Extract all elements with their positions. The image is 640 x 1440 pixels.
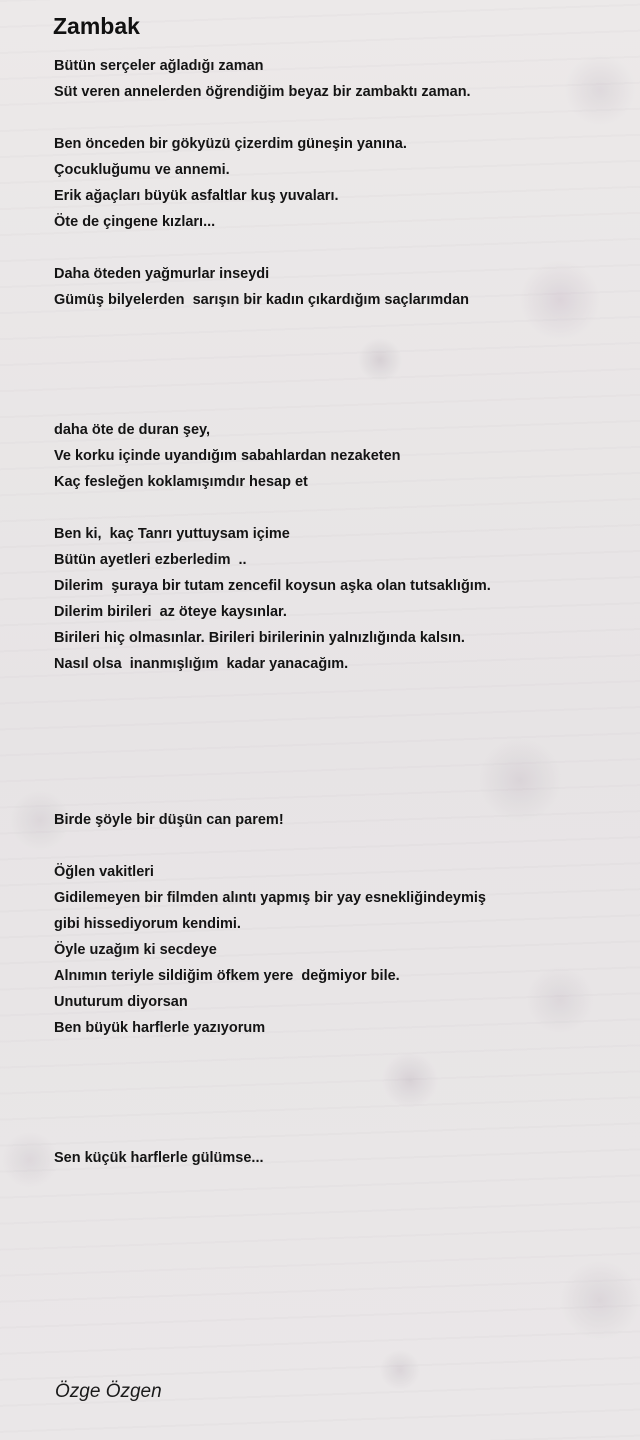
poem-line: Erik ağaçları büyük asfaltlar kuş yuvaları. — [54, 188, 339, 204]
stanza-gap — [54, 1093, 634, 1119]
poem-body — [54, 53, 634, 1171]
poem-line: Birileri hiç olmasınlar. Birileri birilerinin yalnızlığında kalsın. — [54, 630, 465, 646]
poem-line: Daha öteden yağmurlar inseydi — [54, 266, 270, 282]
poem-line: Dilerim şuraya bir tutam zencefil koysun aşka olan tutsaklığım. — [54, 578, 491, 594]
stanza-gap — [54, 755, 634, 781]
poem-line: Kaç fesleğen koklamışımdır hesap et — [54, 474, 308, 490]
poem-line: Bütün ayetleri ezberledim .. — [54, 552, 247, 568]
poem-line: Öte de çingene kızları... — [54, 214, 216, 230]
poem-line: Sen küçük harflerle gülümse... — [54, 1150, 264, 1166]
poem-line: Ben büyük harflerle yazıyorum — [54, 1020, 266, 1036]
poem-line: Çocukluğumu ve annemi. — [54, 162, 230, 178]
stanza-gap — [54, 833, 634, 859]
stanza-gap — [54, 235, 634, 261]
stanza-gap — [54, 1119, 634, 1145]
stanza-gap — [54, 729, 634, 755]
stanza-gap — [54, 365, 634, 391]
poem-line: Öğlen vakitleri — [54, 864, 154, 880]
poem-line: Ve korku içinde uyandığım sabahlardan nezaketen — [54, 448, 401, 464]
stanza-gap — [54, 703, 634, 729]
poem-line: daha öte de duran şey, — [54, 422, 211, 438]
stanza-gap — [54, 677, 634, 703]
poem-line: Ben ki, kaç Tanrı yuttuysam içime — [54, 526, 290, 542]
poem-line: gibi hissediyorum kendimi. — [54, 916, 241, 932]
poem-author: Özge Özgen — [55, 1381, 162, 1402]
poem-line: Dilerim birileri az öteye kaysınlar. — [54, 604, 287, 620]
poem-title: Zambak — [53, 13, 140, 39]
stanza-gap — [54, 1067, 634, 1093]
stanza-gap — [54, 781, 634, 807]
poem-line: Süt veren annelerden öğrendiğim beyaz bir zambaktı zaman. — [54, 84, 471, 100]
poem-line: Gidilemeyen bir filmden alıntı yapmış bir yay esnekliğindeymiş — [54, 890, 486, 906]
poem-line: Bütün serçeler ağladığı zaman — [54, 58, 264, 74]
poem-line: Gümüş bilyelerden sarışın bir kadın çıkardığım saçlarımdan — [54, 292, 470, 308]
poem-line: Öyle uzağım ki secdeye — [54, 942, 217, 958]
stanza-gap — [54, 391, 634, 417]
poem-line: Alnımın teriyle sildiğim öfkem yere değmiyor bile. — [54, 968, 400, 984]
stanza-gap — [54, 339, 634, 365]
stanza-gap — [54, 105, 634, 131]
poem-line: Ben önceden bir gökyüzü çizerdim güneşin yanına. — [54, 136, 407, 152]
stanza-gap — [54, 495, 634, 521]
poem-line: Nasıl olsa inanmışlığım kadar yanacağım. — [54, 656, 349, 672]
stanza-gap — [54, 313, 634, 339]
poem-line: Birde şöyle bir düşün can parem! — [54, 812, 284, 828]
stanza-gap — [54, 1041, 634, 1067]
poem-line: Unuturum diyorsan — [54, 994, 188, 1010]
